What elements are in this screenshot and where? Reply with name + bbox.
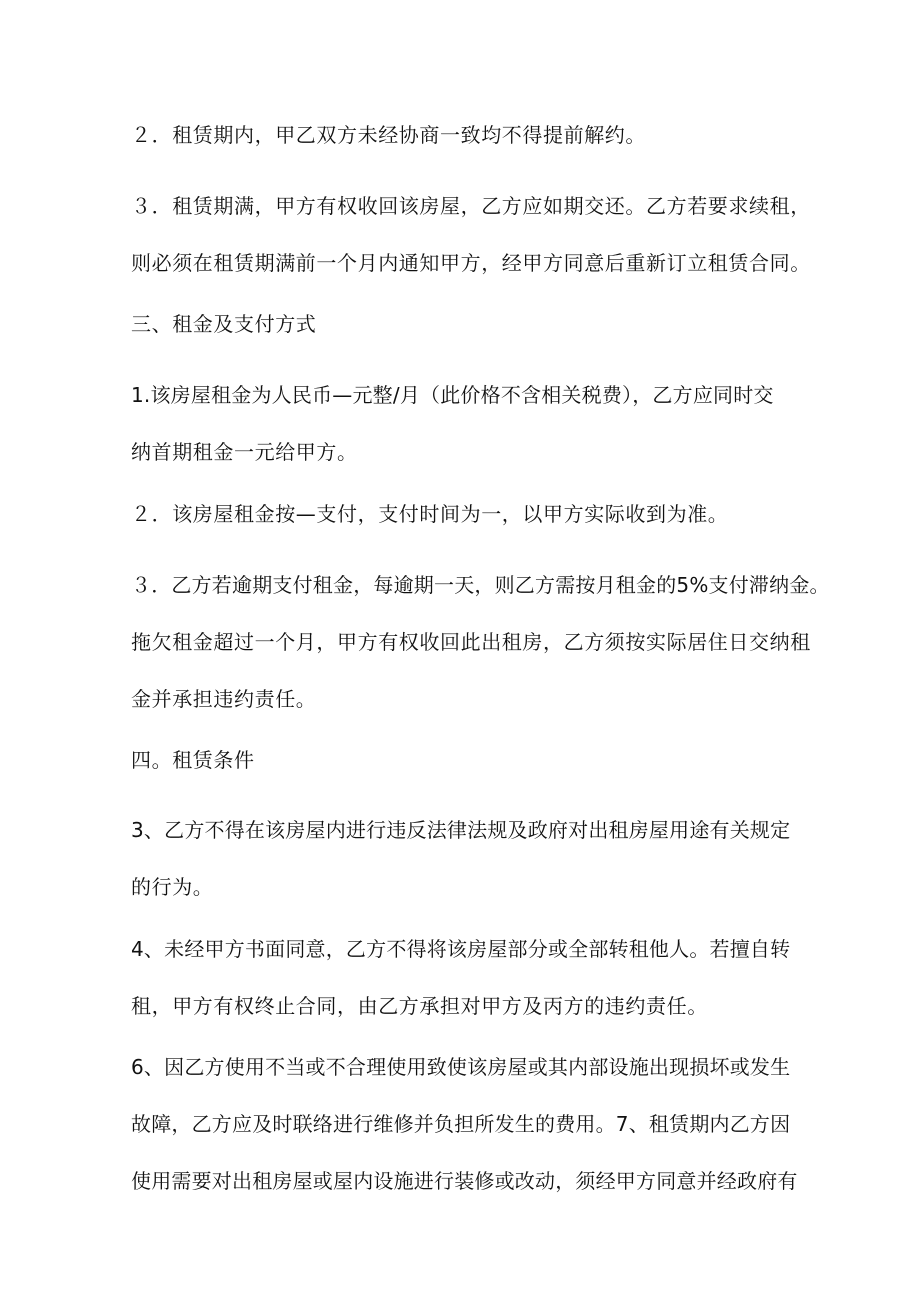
clause-1-rent-amount	[131, 380, 811, 467]
text-line: 租，甲方有权终止合同，由乙方承担对甲方及丙方的违约责任。	[131, 994, 708, 1018]
clause-3-lease-renewal	[131, 191, 811, 278]
clause-3-late-payment	[131, 570, 830, 714]
text-line: 拖欠租金超过一个月，甲方有权收回此出租房，乙方须按实际居住日交纳租	[131, 630, 811, 654]
text-line: ２．该房屋租金按—支付，支付时间为一，以甲方实际收到为准。	[131, 502, 729, 526]
text-line: 则必须在租赁期满前一个月内通知甲方，经甲方同意后重新订立租赁合同。	[131, 251, 811, 275]
section-heading: 四。租赁条件	[131, 748, 255, 772]
clause-2-early-termination	[131, 120, 811, 150]
text-line: 1.该房屋租金为人民币—元整/月（此价格不含相关税费），乙方应同时交	[131, 383, 774, 407]
text-line: ２．租赁期内，甲乙双方未经协商一致均不得提前解约。	[131, 123, 646, 147]
text-line: 故障，乙方应及时联络进行维修并负担所发生的费用。7、租赁期内乙方因	[131, 1112, 791, 1136]
section-3-heading-rent-payment	[131, 309, 811, 339]
section-heading: 三、租金及支付方式	[131, 312, 317, 336]
clause-4-no-sublet	[131, 934, 811, 1021]
clause-6-7-damage-and-renovation	[131, 1052, 811, 1196]
text-line: 6、因乙方使用不当或不合理使用致使该房屋或其内部设施出现损坏或发生	[131, 1055, 791, 1079]
text-line: 4、未经甲方书面同意，乙方不得将该房屋部分或全部转租他人。若擅自转	[131, 937, 791, 961]
text-line: ３．乙方若逾期支付租金，每逾期一天，则乙方需按月租金的5%支付滞纳金。	[131, 573, 830, 597]
text-line: 纳首期租金一元给甲方。	[131, 440, 358, 464]
text-line: ３．租赁期满，甲方有权收回该房屋，乙方应如期交还。乙方若要求续租，	[131, 194, 811, 218]
section-4-heading-lease-conditions	[131, 745, 811, 775]
text-line: 使用需要对出租房屋或屋内设施进行装修或改动，须经甲方同意并经政府有	[131, 1169, 798, 1193]
clause-2-payment-schedule	[131, 499, 811, 529]
text-line: 3、乙方不得在该房屋内进行违反法律法规及政府对出租房屋用途有关规定	[131, 818, 791, 842]
text-line: 金并承担违约责任。	[131, 687, 317, 711]
clause-3-lawful-use	[131, 815, 811, 902]
text-line: 的行为。	[131, 875, 214, 899]
